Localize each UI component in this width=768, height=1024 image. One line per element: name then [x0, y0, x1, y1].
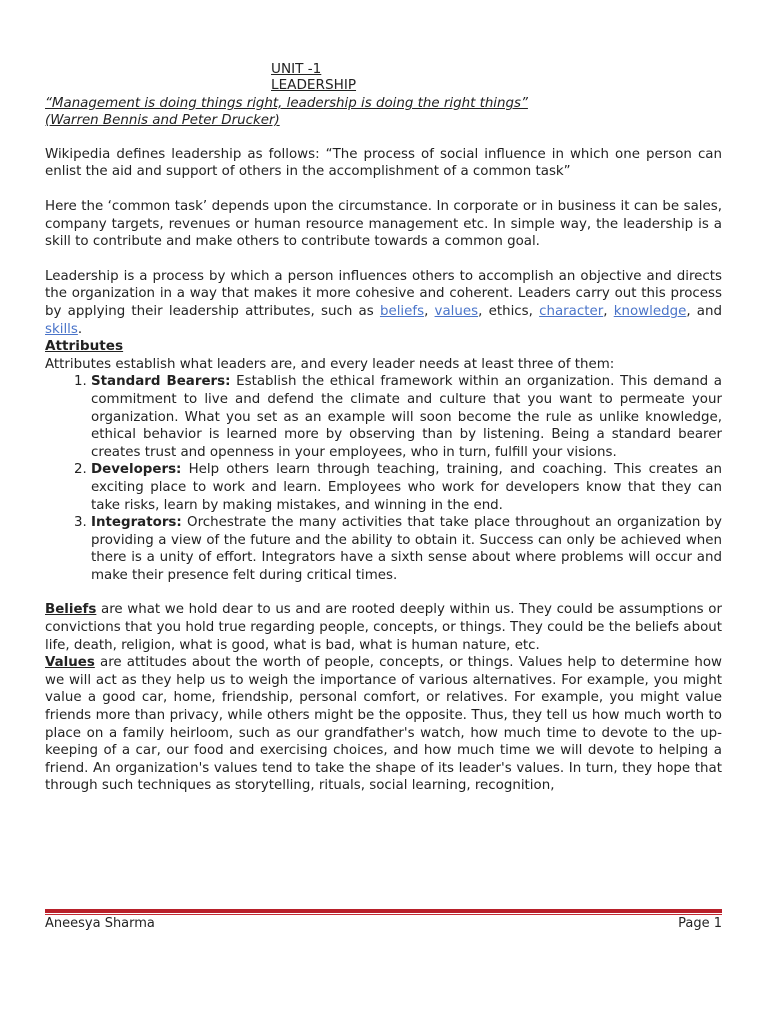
item-title: Standard Bearers:	[91, 374, 231, 390]
list-item-integrators	[91, 514, 722, 584]
footer-author: Aneesya Sharma	[45, 916, 155, 931]
link-skills[interactable]: skills	[45, 321, 78, 337]
item-text: Establish the ethical framework within an organization. This demand a commitment to live and defend the climate and culture that you want to permeate your organization. What you set as an example will soon become the rule as unlike knowledge, ethical behavior is learned more by observing than by listening. Being a standard bearer creates trust and openness in your employees, who in turn, fulfill your visions.	[91, 374, 722, 460]
topic-heading: LEADERSHIP	[271, 77, 357, 94]
period: .	[77, 321, 83, 337]
comma-1: ,	[424, 303, 435, 319]
item-title: Integrators:	[91, 515, 182, 531]
footer-page-number: Page 1	[678, 916, 722, 931]
process-paragraph	[45, 268, 722, 338]
quote-attribution: (Warren Bennis and Peter Drucker)	[45, 112, 280, 128]
ethics-text: ethics,	[488, 303, 540, 319]
link-knowledge[interactable]: knowledge	[613, 303, 687, 319]
common-task-paragraph: Here the ‘common task’ depends upon the circumstance. In corporate or in business it can be sales, company targets, revenues or human resource management etc. In simple way, the leadership is a skill to contribute and make others to contribute towards a common goal.	[45, 199, 722, 250]
and-text: , and	[686, 303, 722, 319]
footer-rule-thin	[45, 914, 722, 915]
list-item-standard-bearers	[91, 373, 722, 461]
beliefs-text: are what we hold dear to us and are rooted deeply within us. They could be assumptions or convictions that you hold true regarding people, concepts, or things. They could be the beliefs about life, death, religion, what is good, what is bad, what is human nature, etc.	[45, 602, 722, 653]
list-item-developers	[91, 461, 722, 514]
link-values[interactable]: values	[434, 303, 479, 319]
beliefs-term: Beliefs	[45, 602, 97, 618]
values-text: are attitudes about the worth of people, concepts, or things. Values help to determine how we will act as they help us to weigh the importance of various alternatives. For example, you might value a good car, home, friendship, personal comfort, or relatives. For example, you might value friends more than privacy, while others might be the opposite. Thus, they tell us how much worth to place on a family heirloom, such as our grandfather's watch, how much time to devote to the up-keeping of a car, our food and exercising choices, and how much time we will devote to helping a friend. An organization's values tend to take the shape of its leader's values. In turn, they hope that through such techniques as storytelling, rituals, social learning, recognition,	[45, 655, 722, 794]
link-character[interactable]: character	[539, 303, 604, 319]
comma-2: ,	[478, 303, 489, 319]
attributes-list	[45, 373, 722, 584]
item-title: Developers:	[91, 462, 182, 478]
comma-3: ,	[603, 303, 614, 319]
footer-rule	[45, 909, 722, 913]
beliefs-paragraph	[45, 601, 722, 654]
page-title	[271, 61, 722, 94]
item-text: Help others learn through teaching, training, and coaching. This creates an exciting place to work and learn. Employees who work for developers know that they can take risks, learn by making mistakes, and winning in the end.	[91, 462, 722, 513]
attributes-lead: Attributes establish what leaders are, and every leader needs at least three of them:	[45, 356, 615, 372]
attributes-heading: Attributes	[45, 338, 124, 355]
process-text: Leadership is a process by which a person influences others to accomplish an objective and directs the organization in a way that makes it more cohesive and coherent. Leaders carry out this process by applying their leadership attributes, such as	[45, 268, 722, 319]
quote: “Management is doing things right, leadership is doing the right things”	[45, 95, 528, 111]
item-text: Orchestrate the many activities that take place throughout an organization by providing a view of the future and the ability to obtain it. Success can only be achieved when there is a unity of effort. Integrators have a sixth sense about where problems will occur and make their presence felt during critical times.	[91, 515, 722, 583]
wikipedia-definition: Wikipedia defines leadership as follows: “The process of social influence in which one person can enlist the aid and support of others in the accomplishment of a common task”	[45, 146, 722, 180]
values-term: Values	[45, 655, 95, 671]
link-beliefs[interactable]: beliefs	[379, 303, 425, 319]
page-content	[45, 61, 722, 795]
values-paragraph	[45, 654, 722, 795]
unit-label: UNIT -1	[271, 61, 322, 77]
